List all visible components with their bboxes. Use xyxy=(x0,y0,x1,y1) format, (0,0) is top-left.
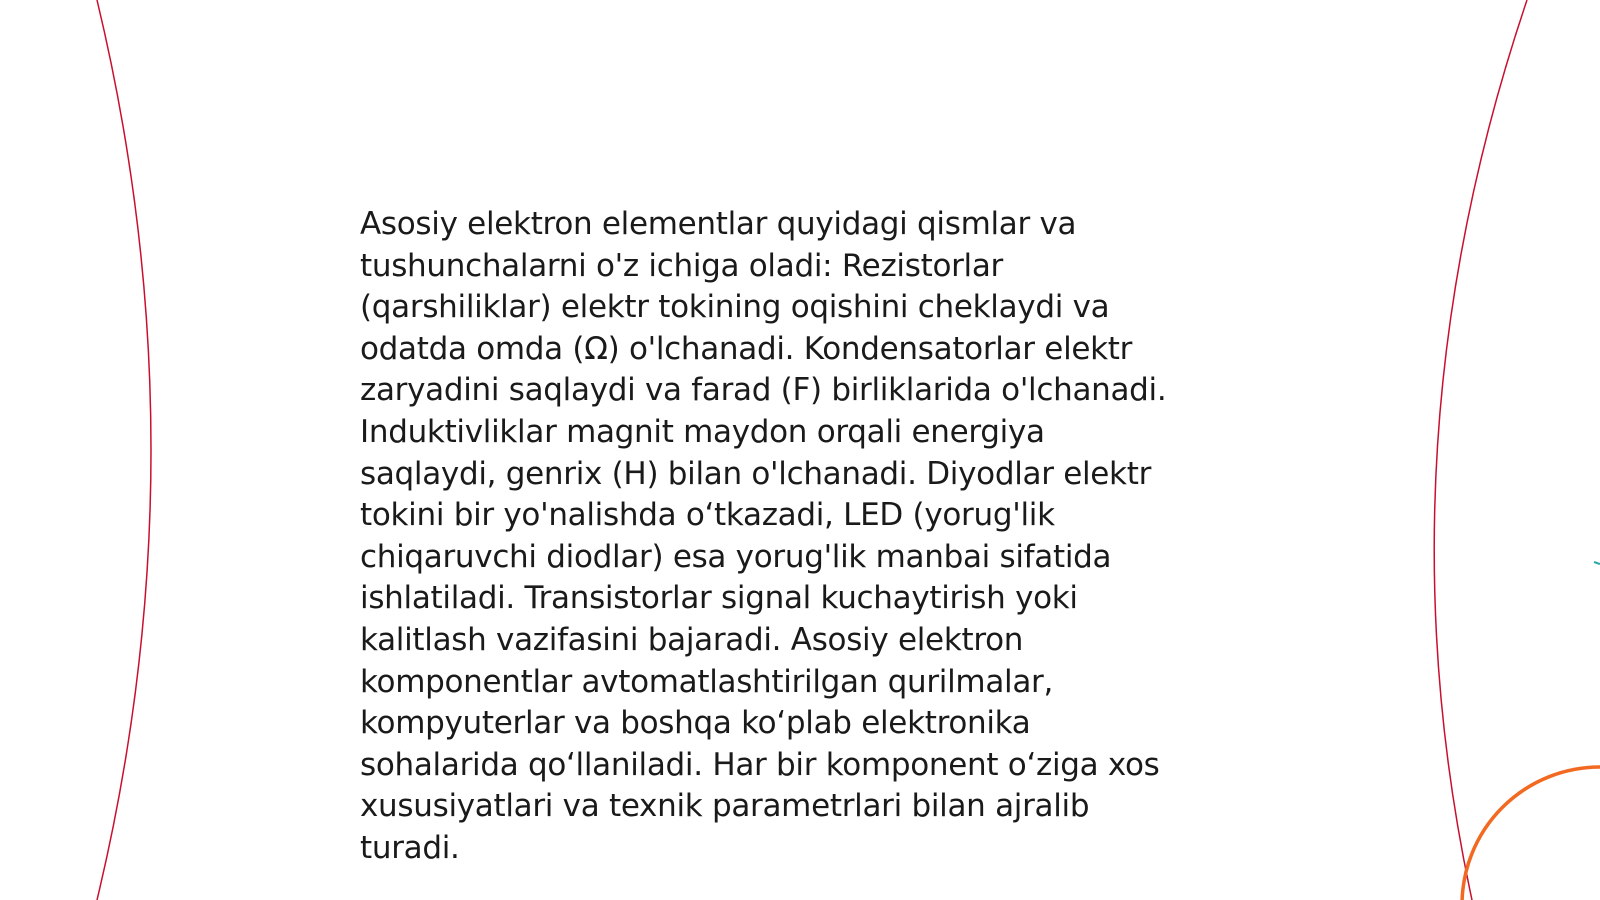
left-decorative-curve xyxy=(97,0,151,900)
orange-decorative-arc xyxy=(1462,767,1600,900)
teal-decorative-mark xyxy=(1594,562,1600,564)
right-decorative-curve xyxy=(1434,0,1527,900)
slide-body-text: Asosiy elektron elementlar quyidagi qismlar va tushunchalarni o'z ichiga oladi: Rezistorlar (qarshiliklar) elektr tokining oqishini cheklaydi va odatda omda (Ω) o'lchanadi. Kondensatorlar elektr zaryadini saqlaydi va farad (F) birliklarida o'lchanadi. Induktivliklar magnit maydon orqali energiya saqlaydi, genrix (H) bilan o'lchanadi. Diyodlar elektr tokini bir yo'nalishda oʻtkazadi, LED (yorug'lik chiqaruvchi diodlar) esa yorug'lik manbai sifatida ishlatiladi. Transistorlar signal kuchaytirish yoki kalitlash vazifasini bajaradi. Asosiy elektron komponentlar avtomatlashtirilgan qurilmalar, kompyuterlar va boshqa koʻplab elektronika sohalarida qoʻllaniladi. Har bir komponent oʻziga xos xususiyatlari va texnik parametrlari bilan ajralib turadi. xyxy=(360,206,1167,866)
